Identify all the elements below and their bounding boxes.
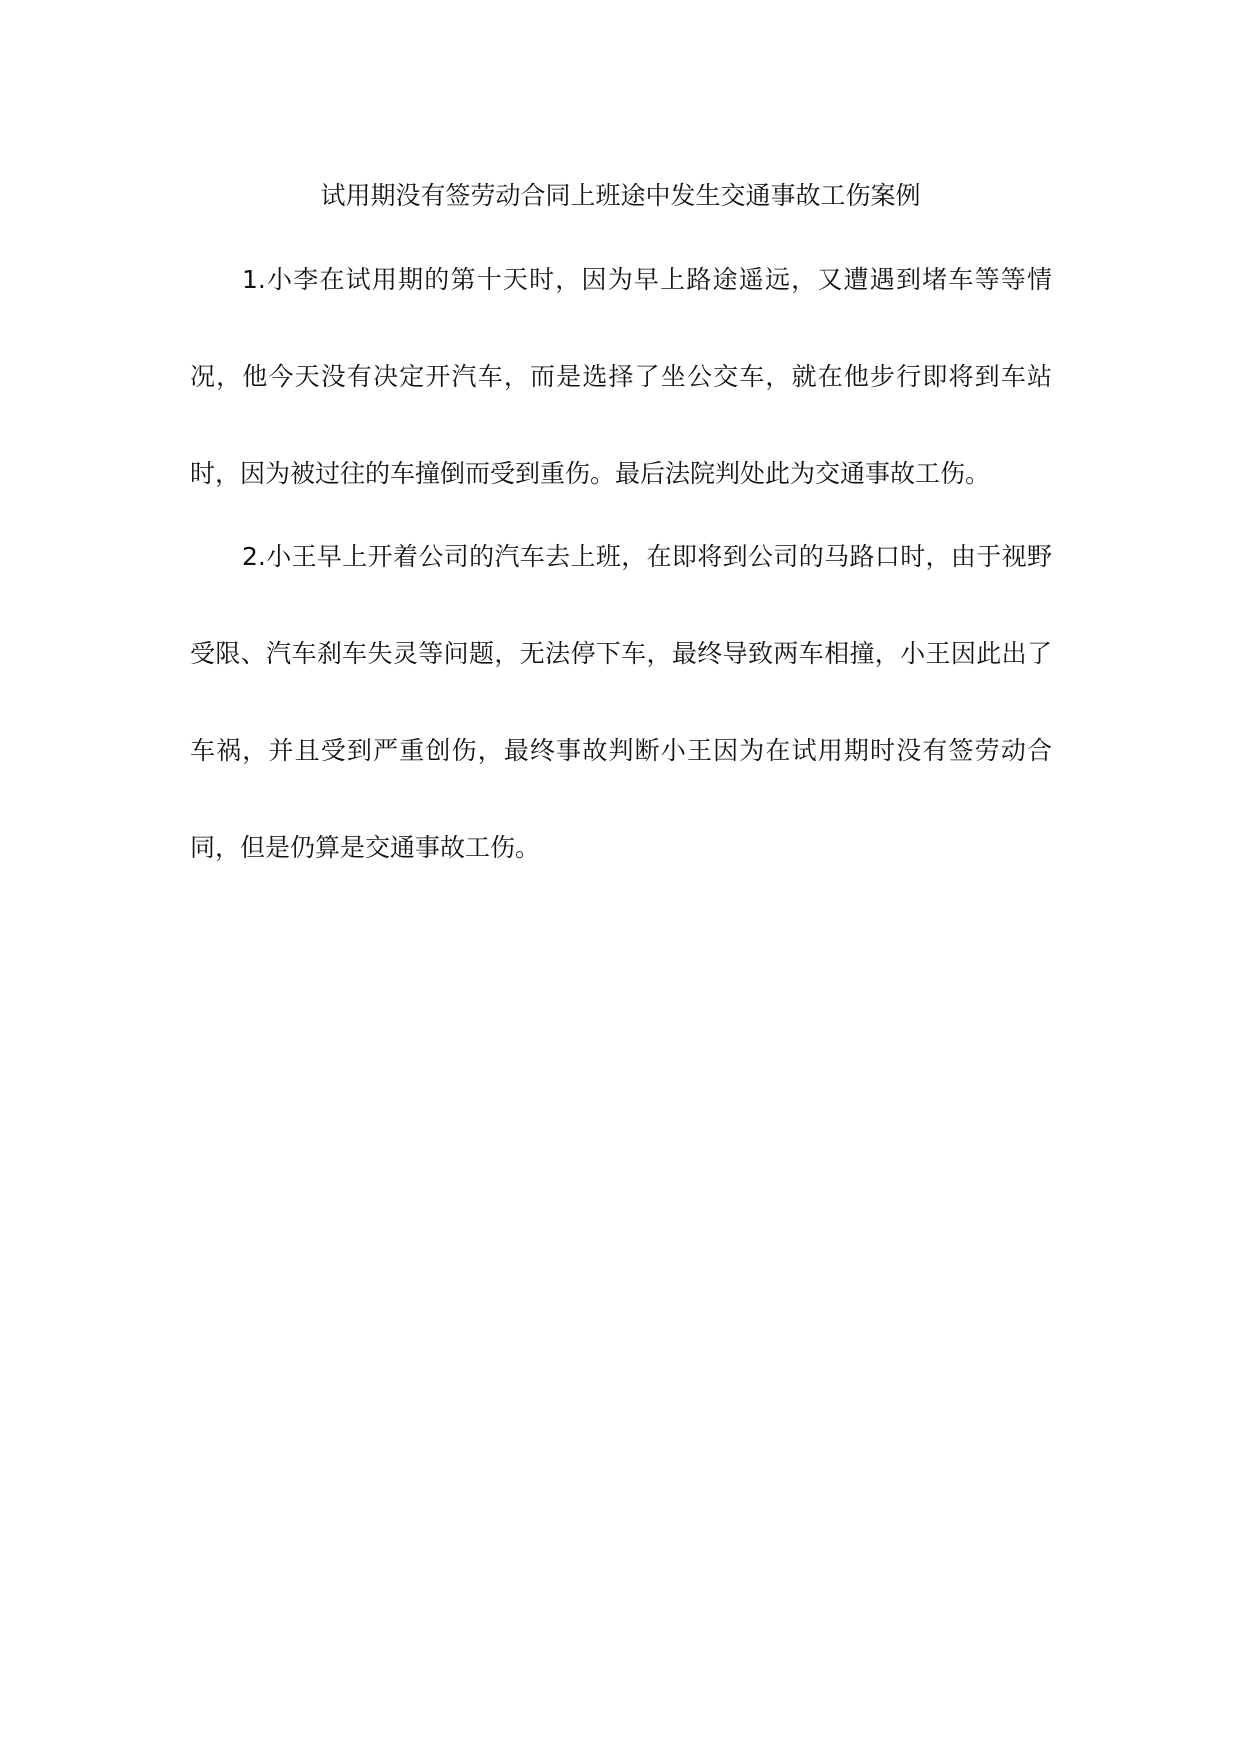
paragraph-case-1: 1.小李在试用期的第十天时，因为早上路途遥远，又遭遇到堵车等等情况，他今天没有决定开汽车，而是选择了坐公交车，就在他步行即将到车站时，因为被过往的车撞倒而受到重伤。最后法院判处此为交通事故工伤。: [190, 265, 1052, 488]
paragraph-case-2: 2.小王早上开着公司的汽车去上班，在即将到公司的马路口时，由于视野受限、汽车刹车失灵等问题，无法停下车，最终导致两车相撞，小王因此出了车祸，并且受到严重创伤，最终事故判断小王因为在试用期时没有签劳动合同，但是仍算是交通事故工伤。: [190, 542, 1052, 862]
document-title: 试用期没有签劳动合同上班途中发生交通事故工伤案例: [320, 181, 921, 210]
